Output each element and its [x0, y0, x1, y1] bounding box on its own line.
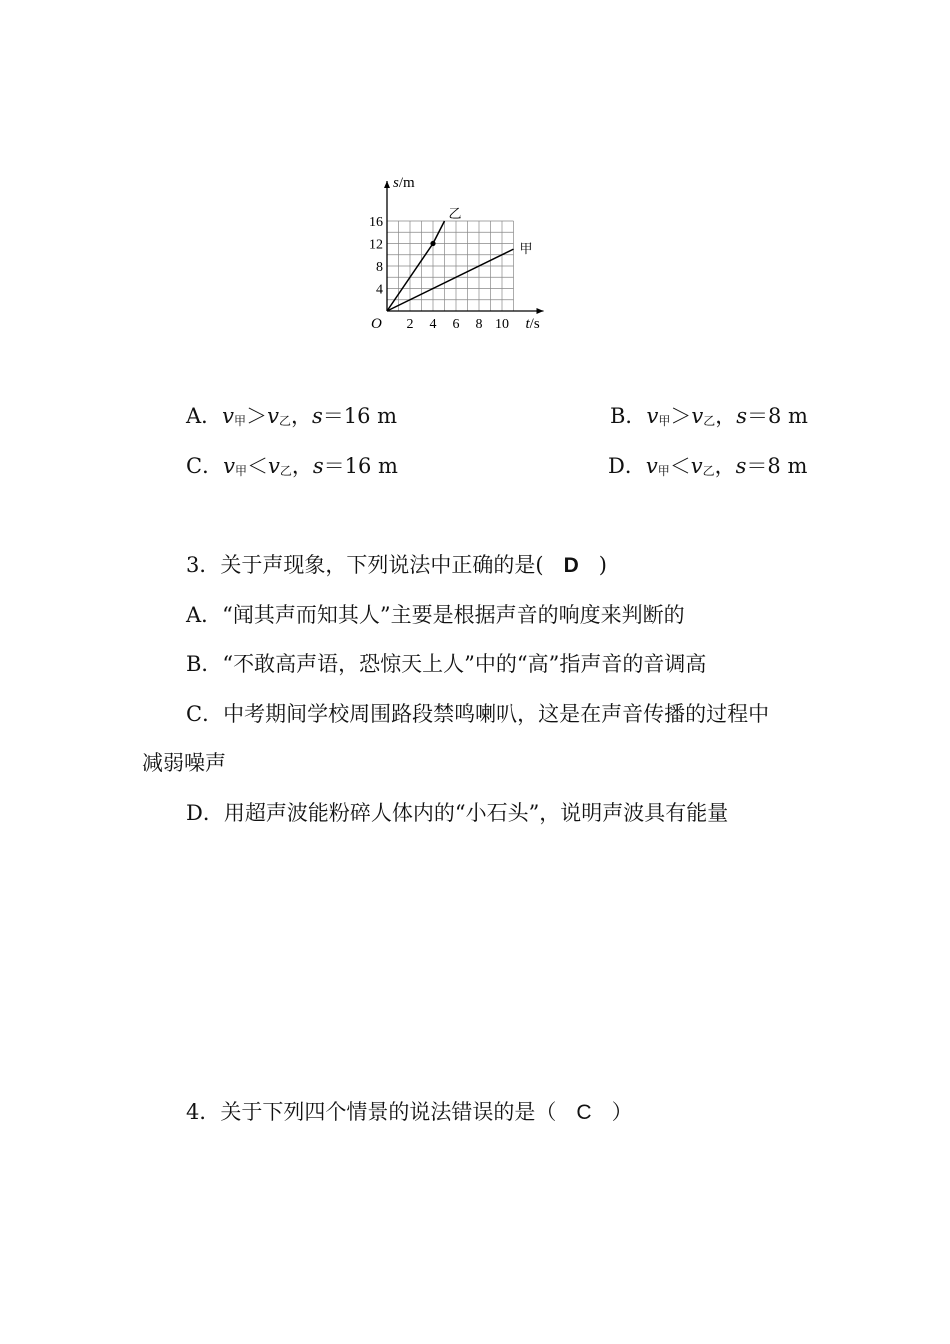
x-tick-label: 2 — [406, 317, 414, 332]
q3-option-c-continued: 减弱噪声 — [142, 751, 226, 775]
series-label-2: 甲 — [519, 241, 533, 257]
graph-grid — [387, 221, 514, 311]
y-tick-label: 4 — [376, 282, 383, 298]
q4-answer: C — [576, 1101, 592, 1124]
x-tick-label: 8 — [475, 317, 483, 332]
q2-option-d: D．v甲＜v乙，s＝8 m — [608, 454, 808, 478]
q2-option-c: C．v甲＜v乙，s＝16 m — [186, 454, 398, 478]
series-label-1: 乙 — [448, 206, 462, 221]
x-axis-arrow — [537, 308, 544, 314]
y-tick-label: 12 — [369, 237, 383, 253]
x-tick-label: 6 — [452, 317, 460, 332]
s-t-graph — [355, 168, 555, 338]
q3-stem: 3．关于声现象，下列说法中正确的是( D ) — [186, 553, 607, 577]
x-axis-label: t/s — [525, 316, 540, 332]
marked-point — [430, 241, 435, 246]
series-line-2 — [387, 249, 514, 311]
y-axis-arrow — [384, 181, 390, 188]
q3-option-d: D．用超声波能粉碎人体内的“小石头”，说明声波具有能量 — [186, 801, 729, 825]
y-tick-label: 16 — [369, 215, 383, 230]
x-tick-label: 10 — [495, 317, 509, 332]
q3-option-b: B．“不敢高声语，恐惊天上人”中的“高”指声音的音调高 — [186, 652, 707, 676]
q2-option-a: A．v甲＞v乙，s＝16 m — [186, 404, 398, 428]
q3-option-c: C．中考期间学校周围路段禁鸣喇叭，这是在声音传播的过程中 — [186, 702, 770, 726]
q2-option-b: B．v甲＞v乙，s＝8 m — [610, 404, 808, 428]
graph-labels — [369, 175, 540, 332]
q4-stem: 4．关于下列四个情景的说法错误的是（ C ） — [186, 1100, 633, 1124]
q3-answer: D — [563, 554, 579, 577]
q3-option-a: A．“闻其声而知其人”主要是根据声音的响度来判断的 — [186, 603, 685, 627]
origin-label: O — [371, 316, 382, 332]
x-tick-label: 4 — [429, 317, 437, 332]
y-axis-label: s/m — [393, 175, 415, 191]
y-tick-label: 8 — [376, 260, 383, 275]
